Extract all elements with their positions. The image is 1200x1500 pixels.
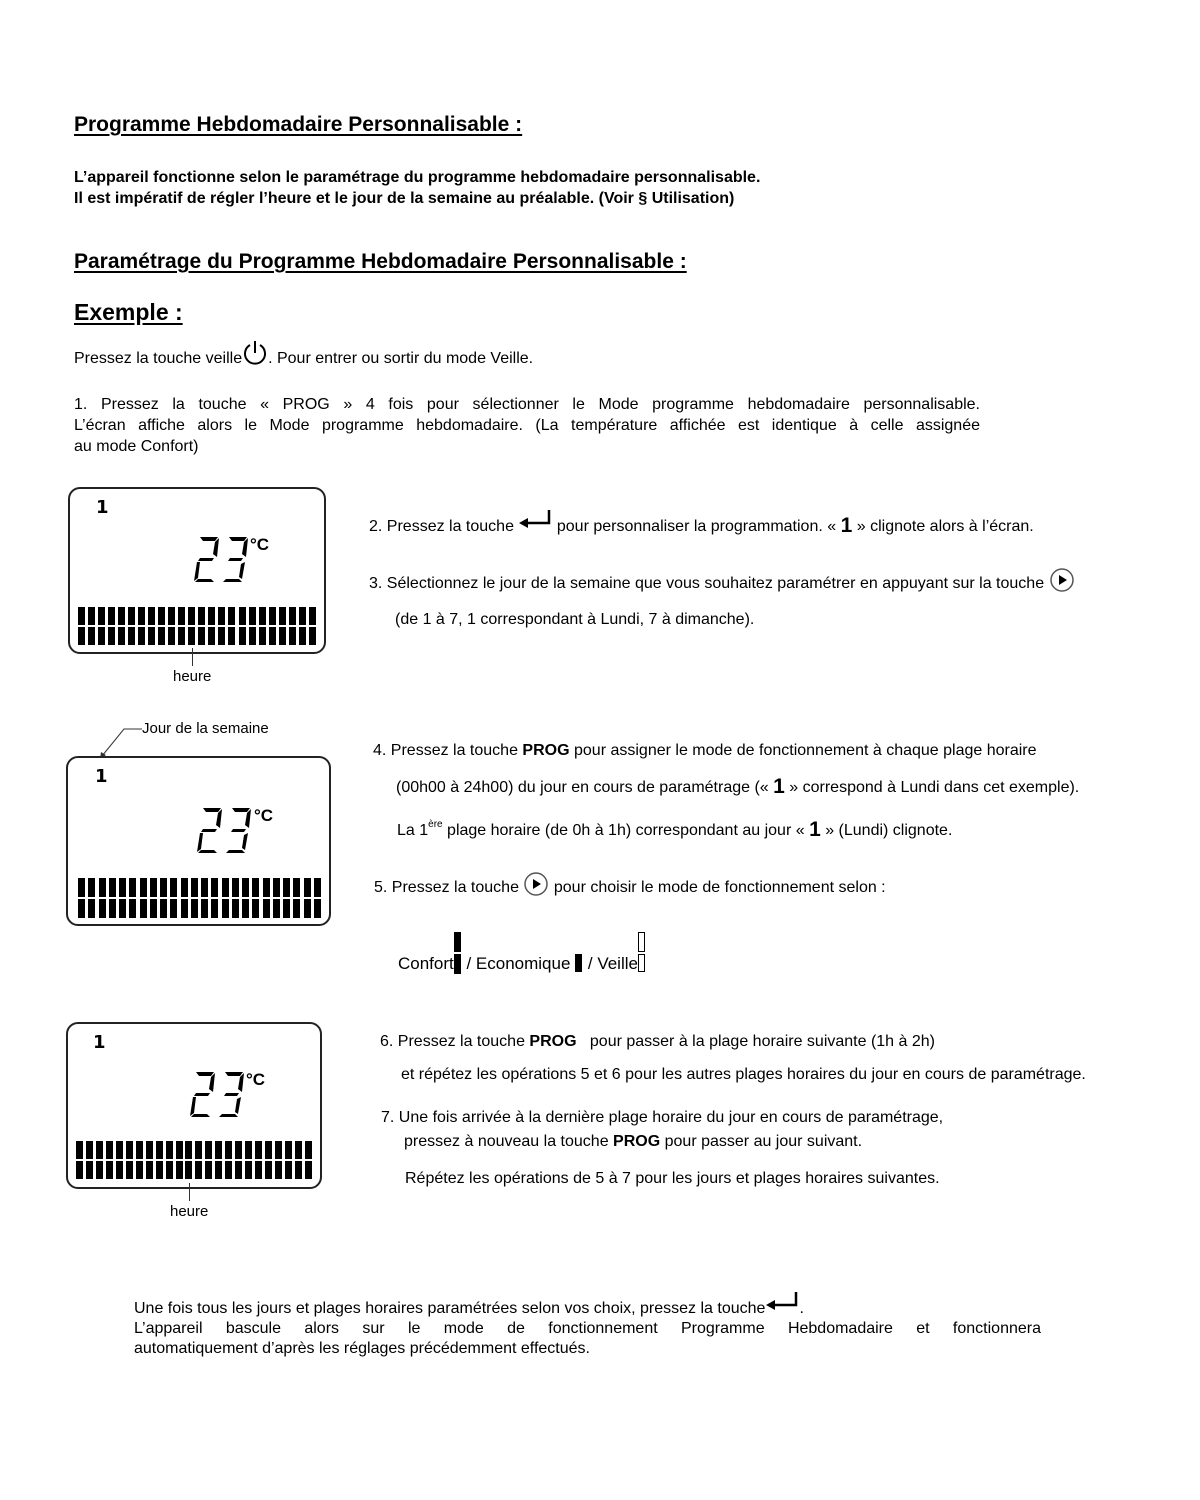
confort-bar-icon [454, 932, 462, 974]
prog-key-label: PROG [529, 1033, 577, 1050]
temperature-unit: °C [250, 535, 270, 554]
example-title: Exemple : [74, 299, 183, 325]
jour-pointer [96, 726, 146, 760]
mode-options [398, 932, 646, 974]
prog-key-label: PROG [522, 742, 570, 759]
lcd-display-1 [68, 487, 326, 654]
step-4-line-3: La 1ère plage horaire (de 0h à 1h) correspondant au jour « 1 » (Lundi) clignote. [397, 818, 953, 841]
footer-body: L’appareil bascule alors sur le mode de fonctionnement Programme Hebdomadaire et fonctionnera automatiquement d’après les réglages précédemment effectués. [134, 1320, 1041, 1357]
step-3: 3. Sélectionnez le jour de la semaine que vous souhaitez paramétrer en appuyant sur la touche [369, 571, 1075, 597]
step-6-line-2: et répétez les opérations 5 et 6 pour les autres plages horaires du jour en cours de paramétrage. [401, 1066, 1086, 1083]
mode-confort-label: Confort [398, 954, 454, 973]
footer-line-1: Une fois tous les jours et plages horaires paramétrées selon vos choix, pressez la touche . [134, 1298, 804, 1320]
day-1-highlight: 1 [809, 818, 821, 841]
section-title: Paramétrage du Programme Hebdomadaire Personnalisable : [74, 250, 687, 273]
jour-semaine-caption: Jour de la semaine [142, 720, 269, 737]
enter-icon [765, 1291, 799, 1313]
intro-line-2: Il est impératif de régler l’heure et le jour de la semaine au préalable. (Voir § Utilisation) [74, 190, 735, 207]
play-icon [523, 871, 549, 897]
heure-caption: heure [170, 1203, 209, 1220]
day-1-highlight: 1 [840, 514, 853, 538]
lcd-display-3 [66, 1022, 322, 1189]
temperature-unit: °C [246, 1070, 266, 1089]
prog-key-label: PROG [613, 1133, 661, 1150]
mode-veille-label: / Veille [583, 954, 638, 973]
enter-icon [518, 509, 552, 531]
step-7-line-3: Répétez les opérations de 5 à 7 pour les jours et plages horaires suivantes. [405, 1170, 940, 1187]
page-title: Programme Hebdomadaire Personnalisable : [74, 113, 523, 136]
step-7-line-2: pressez à nouveau la touche PROG pour passer au jour suivant. [404, 1133, 863, 1150]
intro-text [74, 167, 760, 209]
step-1: 1. Pressez la touche « PROG » 4 fois pour sélectionner le Mode programme hebdomadaire personnalisable. L’écran affiche alors le Mode programme hebdomadaire. (La température affichée est identique à celle assignée au mode Confort) [74, 396, 980, 455]
step-6-line-1: 6. Pressez la touche PROG pour passer à la plage horaire suivante (1h à 2h) [380, 1033, 935, 1050]
day-indicator: 1 [95, 766, 108, 787]
intro-line-1: L’appareil fonctionne selon le paramétrage du programme hebdomadaire personnalisable. [74, 169, 761, 186]
mode-economique-label: / Economique [461, 954, 576, 973]
step-4-line-1: 4. Pressez la touche PROG pour assigner le mode de fonctionnement à chaque plage horaire [373, 742, 1037, 759]
veille-instruction: Pressez la touche veille . Pour entrer ou sortir du mode Veille. [74, 345, 533, 373]
power-icon [242, 339, 268, 367]
day-indicator: 1 [93, 1032, 106, 1053]
temperature-digits [192, 535, 252, 583]
veille-bar-icon [638, 932, 646, 974]
economique-bar-icon [575, 954, 583, 974]
step-3-range: (de 1 à 7, 1 correspondant à Lundi, 7 à dimanche). [395, 611, 755, 628]
step-2: 2. Pressez la touche pour personnaliser la programmation. « 1 » clignote alors à l’écran. [369, 516, 1034, 538]
day-indicator: 1 [96, 497, 109, 518]
hour-bars [78, 607, 316, 645]
temperature-unit: °C [254, 806, 274, 825]
day-1-highlight: 1 [773, 775, 785, 798]
play-icon [1049, 567, 1075, 593]
temperature-digits [188, 1070, 248, 1118]
heure-pointer [192, 648, 193, 666]
step-7-line-1: 7. Une fois arrivée à la dernière plage horaire du jour en cours de paramétrage, [381, 1109, 944, 1126]
heure-pointer [189, 1183, 190, 1201]
heure-caption: heure [173, 668, 212, 685]
temperature-digits [195, 806, 255, 854]
lcd-display-2 [66, 756, 331, 926]
step-4-line-2: (00h00 à 24h00) du jour en cours de paramétrage (« 1 » correspond à Lundi dans cet exemple). [396, 775, 1080, 798]
step-5: 5. Pressez la touche pour choisir le mode de fonctionnement selon : [374, 875, 886, 901]
hour-bars [76, 1141, 312, 1179]
hour-bars [78, 878, 321, 918]
